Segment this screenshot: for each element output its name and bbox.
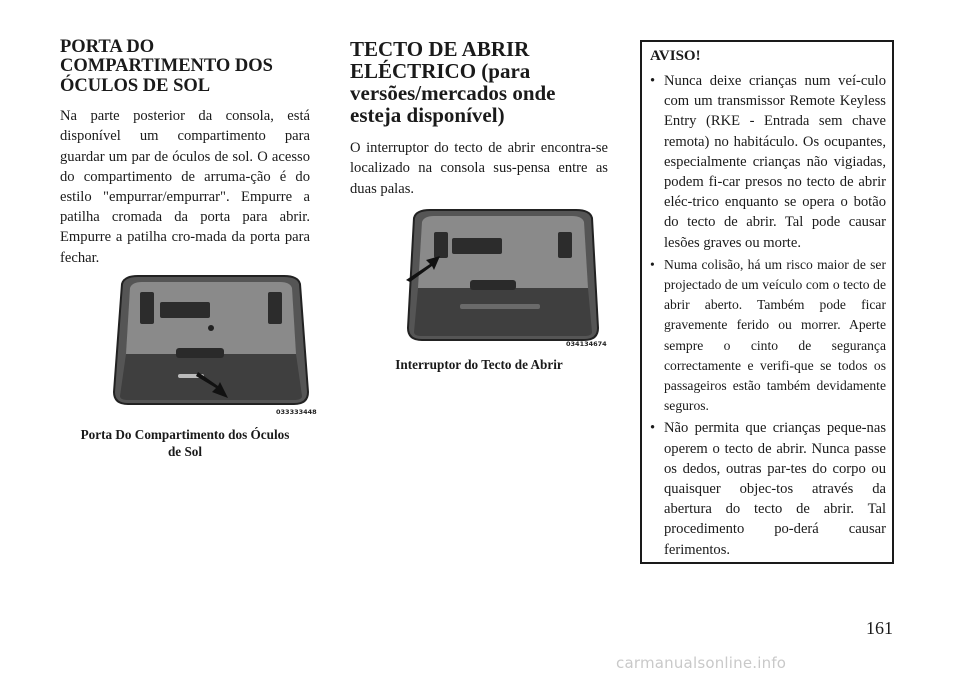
heading-line: esteja disponível) bbox=[350, 103, 505, 128]
watermark: carmanualsonline.info bbox=[616, 654, 787, 672]
heading-line: PORTA DO bbox=[60, 37, 155, 57]
warning-item bbox=[650, 71, 886, 253]
section-heading-sunroof bbox=[350, 38, 608, 126]
bullet-icon: • bbox=[650, 420, 656, 437]
warning-item-text: Não permita que crianças peque-nas operem o tecto de abrir. Nunca passe os dedos, outras par-tes do corpo ou quaisquer objec-tos através da abertura do tecto de abrir. Tal procedimento po-derá causar ferimentos. bbox=[664, 420, 886, 558]
heading-line: TECTO DE ABRIR bbox=[350, 37, 530, 61]
warning-box bbox=[640, 40, 894, 564]
warning-item bbox=[650, 255, 886, 417]
caption-line: Porta Do Compartimento dos Óculos bbox=[80, 427, 290, 442]
figure-code: 034134674 bbox=[566, 340, 607, 348]
caption-line: de Sol bbox=[167, 444, 203, 459]
heading-line: COMPARTIMENTO DOS bbox=[60, 56, 273, 77]
sunglasses-bin-figure bbox=[108, 274, 317, 420]
caption-line: Interruptor do Tecto de Abrir bbox=[395, 357, 563, 372]
sunglasses-caption bbox=[60, 426, 310, 460]
warning-item bbox=[650, 418, 886, 559]
bullet-icon: • bbox=[650, 256, 655, 272]
warning-item-text: Nunca deixe crianças num veí-culo com um transmissor Remote Keyless Entry (RKE - Entrada sem chave remota) no habitáculo. Os ocupantes, especialmente crianças não vigiadas, podem fi-car presos no tecto de abrir eléc-trico enquanto se opera o botão do tecto de abrir. Tal pode causar lesões graves ou morte. bbox=[664, 73, 886, 251]
heading-line: ÓCULOS DE SOL bbox=[60, 75, 211, 96]
heading-line: ELÉCTRICO (para bbox=[350, 59, 531, 84]
sunroof-caption bbox=[350, 356, 608, 373]
page-number: 161 bbox=[866, 618, 893, 638]
arrow-icon bbox=[194, 370, 230, 400]
heading-line: versões/mercados onde bbox=[350, 81, 556, 106]
section-heading-sunglasses bbox=[60, 38, 310, 96]
bullet-icon: • bbox=[650, 73, 656, 89]
arrow-icon bbox=[404, 252, 440, 282]
middle-column bbox=[350, 38, 608, 199]
sunglasses-paragraph: Na parte posterior da consola, está disponível um compartimento para guardar um par de óculos de sol. O acesso do compartimento de arruma-ção é do estilo "empurrar/empurrar". Empurre a patilha cromada da porta para abrir. Empurre a patilha cro-mada da porta para fechar. bbox=[60, 108, 310, 266]
figure-code: 033333448 bbox=[276, 408, 317, 416]
sunroof-switch-figure bbox=[400, 208, 606, 350]
warning-item-text: Numa colisão, há um risco maior de ser projectado de um veículo com o tecto de abrir aberto. Também pode ficar gravemente ferido ou morrer. Aperte sempre o cinto de segurança correctamente e verifi-que se todos os passageiros estão também devidamente seguros. bbox=[664, 256, 886, 414]
warning-title: AVISO! bbox=[650, 48, 701, 64]
sunroof-paragraph: O interruptor do tecto de abrir encontra-se localizado na consola sus-pensa entre as duas palas. bbox=[350, 140, 608, 197]
left-column bbox=[60, 38, 310, 268]
